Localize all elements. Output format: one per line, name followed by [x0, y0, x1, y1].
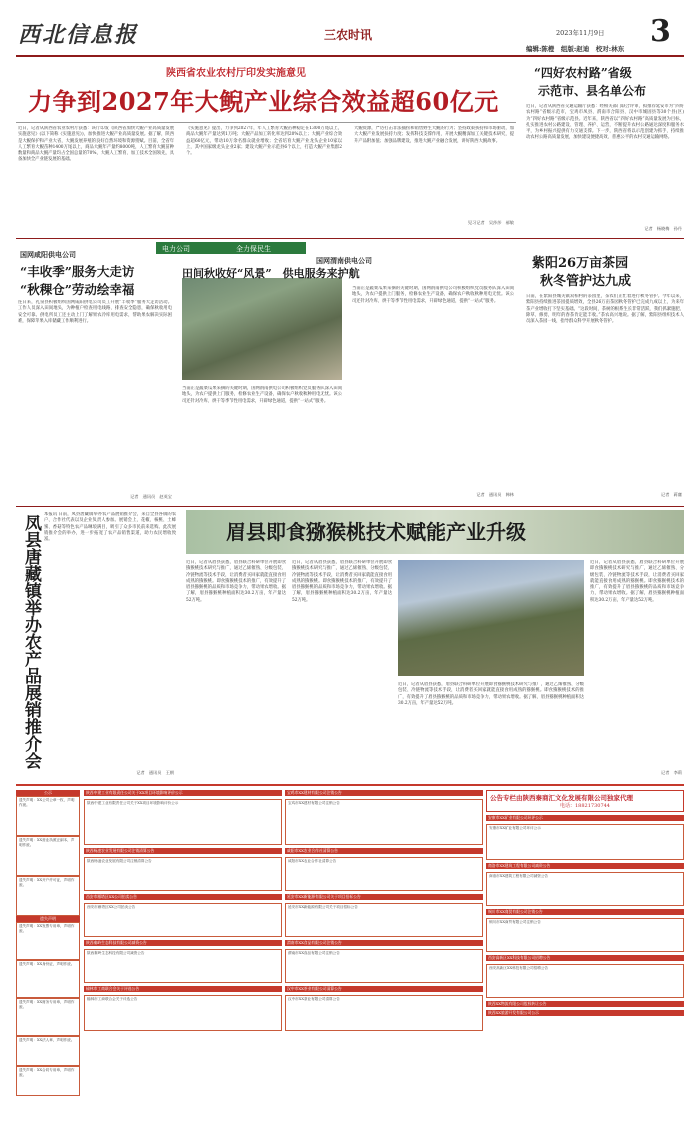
classifieds-agent-banner: [486, 790, 684, 812]
classifieds-main: [84, 790, 684, 1130]
section-title: 三农时讯: [324, 28, 373, 42]
classifieds-sidebar: [16, 790, 80, 1130]
power-feature: [16, 242, 516, 504]
power-right-body-2: 当前正是蔬菜瓜果采摘的关键时期，国网渭南供电公司积极组织党员服务队深入田间地头，为农户提供上门服务，检修农业生产设备，确保农户秋收秋种用电无忧。该公司还针对冷库、烘干等季节性用电需求，开辟绿色通道，提供“一站式”服务。: [352, 286, 514, 304]
notice-title-12: 商洛市XX建筑工程有限公司减资公告: [486, 863, 684, 869]
side-heading-2: 遗失声明: [16, 916, 80, 922]
notice-body-11: [486, 824, 684, 860]
divider-2: [16, 506, 684, 507]
notice-body-12: [486, 872, 684, 906]
notice-text-3: 西安市雁塔区XX公司拍卖公告: [87, 905, 136, 909]
kiwifruit-body-2: 近日，记者从眉县获悉，眉县联合科研单位开展即食猕猴桃技术研究与推广，通过乙烯催熟、分级包装、冷链物流等技术手段，让消费者买回家就能直接食用成熟的猕猴桃。即食猕猴桃技术的推广，有效提升了眉县猕猴桃的品质和市场竞争力，带动果农增收。据了解，眉县猕猴桃种植面积达30.2万亩，年产量达52万吨。: [292, 560, 392, 603]
side-notice-3: 遗失声明：XX开户许可证，声明作废。: [16, 876, 80, 916]
notice-body-8: [285, 903, 483, 937]
notice-text-8: 延安市XX新能源有限公司关于项目招标公告: [288, 905, 358, 909]
kiwifruit-body-5: 近日，记者从眉县获悉，眉县联合科研单位开展即食猕猴桃技术研究与推广，通过乙烯催熟、分级包装、冷链物流等技术手段，让消费者买回家就能直接食用成熟的猕猴桃。即食猕猴桃技术的推广，有效提升了眉县猕猴桃的品质和市场竞争力，带动果农增收。据了解，眉县猕猴桃种植面积达30.2万亩，年产量达52万吨。: [590, 560, 684, 603]
tea-article: [526, 242, 684, 504]
notice-text-1: 陕西中建工业有限责任公司关于XX项目环境影响评价公示: [87, 801, 179, 805]
notice-body-5: [84, 995, 282, 1031]
agent-hotline: 电话：18821730744: [560, 803, 610, 809]
agent-banner-text: 公告专栏由陕西秦商汇文化发展有限公司独家代理: [490, 794, 633, 802]
rural-road-headline-1: “四好农村路”省级: [534, 66, 632, 80]
notice-body-3: [84, 903, 282, 937]
kiwifruit-headline: 眉县即食猕猴桃技术赋能产业升级: [226, 520, 526, 544]
power-left-headline-2: “秋稞仓”劳动绘幸福: [20, 282, 135, 297]
side-notice-6: 遗失声明：XX财务专用章，声明作废。: [16, 998, 80, 1036]
editor-credits: 编辑:陈橙 组版:赵迪 校对:林东: [526, 45, 625, 53]
notice-text-14: 西安高新区XX科技有限公司招聘公告: [489, 966, 549, 970]
newspaper-logo: 西北信息报: [18, 22, 139, 48]
notice-title-6: 宝鸡市XX建材有限公司注销公告: [285, 790, 483, 796]
notice-text-5: 榆林市工商联合会关于评选公告: [87, 997, 138, 1001]
notice-title-14: 西安高新区XX科技有限公司招聘公告: [486, 955, 684, 961]
masthead: [16, 8, 684, 54]
notice-body-10: [285, 995, 483, 1031]
notice-text-7: 咸阳市XX农业合作社清算公告: [288, 859, 337, 863]
fengxian-byline: 记者 通讯员 王朝: [136, 770, 174, 775]
tea-headline-2: 秋冬管护达九成: [540, 274, 632, 289]
notice-text-6: 宝鸡市XX建材有限公司注销公告: [288, 801, 340, 805]
notice-body-2: [84, 857, 282, 891]
notice-text-13: 铜川市XX商贸有限公司注销公告: [489, 920, 541, 924]
power-left-headline-1: “丰收季”服务大走访: [20, 264, 135, 279]
power-banner-left: 电力公司: [162, 245, 190, 253]
power-left-body: 连日来，礼泉县积极组织国网咸阳供电公司员工开展“丰收季”服务大走访活动。工作人员深入田间地头，为种植户检查用电线路、排查安全隐患，确保秋收用电安全可靠。供电所员工还主动上门了解果农冷库用电需求，帮助果农解决实际困难，保障苹果入库储藏工作顺利进行。: [18, 300, 172, 324]
notice-title-8: 延安市XX新能源有限公司关于项目招标公告: [285, 894, 483, 900]
fengxian-article: [16, 510, 176, 780]
rural-road-body: 近日，记者从陕西省交通运输厅获悉：经相关部门联合评审，拟推荐延安市为“四好农村路”省级示范市，宝鸡市凤县、渭南市合阳县、汉中市城固县等30个县(区)为“四好农村路”省级示范县。近年来，陕西省以“四好农村路”高质量发展为目标，扎实推进农村公路建设、管理、养护、运营，不断提升农村公路通达深度和服务水平，为乡村振兴提供有力交通支撑。下一步，陕西省将以示范创建为抓手，持续推动农村公路高质量发展，加快建设便捷高效、普惠公平的农村交通运输网络。: [526, 104, 684, 141]
notice-body-9: [285, 949, 483, 983]
tea-body: 日前，在紫阳县城关镇双柏村的茶园里，茶农们正忙着进行秋冬管护。今年以来，紫阳县持续推进茶园提质增效，全县26万亩茶园秋冬管护已完成九成以上，为来年茶产业增收打下坚实基础。“这段时间，茶树的根系生长非常活跃，我们抓紧施肥、除草、修剪，明年的春茶肯定能丰收。”茶农高兴地说。据了解，紫阳县组织技术人员深入茶园一线，指导群众科学开展秋冬管护。: [526, 294, 684, 325]
tea-headline-1: 紫阳26万亩茶园: [532, 256, 629, 271]
power-photo: [182, 278, 342, 380]
side-notice-7: 遗失声明：XX法人章，声明作废。: [16, 1036, 80, 1066]
fengxian-body: 本报讯 日前，凤县唐藏镇举办农产品展销推介会，来自全县各镇的农户、合作社代表以及企业负责人参加。展销会上，花椒、核桃、土蜂蜜、香菇等特色农产品琳琅满目，吸引了众多市民前来选购。此次展销推介会的举办，进一步拓宽了农产品销售渠道，助力农民增收致富。: [44, 512, 176, 543]
notice-text-11: 安康市XX矿业有限公司环评公示: [489, 826, 541, 830]
masthead-rule: [16, 55, 684, 57]
notice-body-7: [285, 857, 483, 891]
classifieds-top-rule: [16, 784, 684, 786]
notice-title-13: 铜川市XX商贸有限公司注销公告: [486, 909, 684, 915]
notice-body-4: [84, 949, 282, 983]
notice-title-2: 陕西杨凌农业发展有限公司注销清算公告: [84, 848, 282, 854]
notice-body-13: [486, 918, 684, 952]
org-right: 国网渭南供电公司: [316, 256, 372, 265]
side-notice-8: 遗失声明：XX合同专用章，声明作废。: [16, 1066, 80, 1096]
notice-title-3: 西安市雁塔区XX公司拍卖公告: [84, 894, 282, 900]
notice-title-7: 咸阳市XX农业合作社清算公告: [285, 848, 483, 854]
kiwifruit-body-1: 近日，记者从眉县获悉，眉县联合科研单位开展即食猕猴桃技术研究与推广，通过乙烯催熟、分级包装、冷链物流等技术手段，让消费者买回家就能直接食用成熟的猕猴桃。即食猕猴桃技术的推广，有效提升了眉县猕猴桃的品质和市场竞争力，带动果农增收。据了解，眉县猕猴桃种植面积达30.2万亩，年产量达52万吨。: [186, 560, 286, 603]
kiwifruit-body-4: 近日，记者从眉县获悉，眉县联合科研单位开展即食猕猴桃技术研究与推广，通过乙烯催熟、分级包装、冷链物流等技术手段，让消费者买回家就能直接食用成熟的猕猴桃。即食猕猴桃技术的推广，有效提升了眉县猕猴桃的品质和市场竞争力，带动果农增收。据了解，眉县猕猴桃种植面积达30.2万亩，年产量达52万吨。: [398, 682, 584, 706]
notice-text-9: 渭南市XX食品有限公司注销公告: [288, 951, 340, 955]
lead-column-1: 近日，记者从陕西省农业农村厅获悉：该厅印发《陕西省加快大鲵产业高质量发展实施意见》(以下简称《实施意见》)，加快推进大鲵产业高质量发展。据了解，陕西是大鲵保护和产业大省，大鲵发展养殖的良好自然环境和资源禀赋。目前，全省年人工繁育大鲵苗种1400万尾以上，商品大鲵年产量约8000吨，人工繁育大鲵苗种数量和商品大鲵产量均占全国总量的70%，大鲵人工繁育、加工技术全国领先，具备加快全产业链发展的基础。: [18, 126, 174, 163]
notice-title-5: 榆林市工商联合会关于评选公告: [84, 986, 282, 992]
power-right-headline: 田间秋收好“风景” 供电服务来护航: [182, 267, 360, 280]
notice-title-4: 陕西秦岭生态科技有限公司减资公告: [84, 940, 282, 946]
notice-body-14: [486, 964, 684, 998]
notice-title-10: 汉中市XX茶业有限公司清算公告: [285, 986, 483, 992]
divider-1: [16, 238, 684, 239]
side-notice-1: 遗失声明：XX公司公章一枚，声明作废。: [16, 796, 80, 836]
lead-column-2: 《实施意见》提出，力争到2027年，年人工繁育大鲵苗种稳定在1300万尾以上，商品大鲵年产量达到1万吨；大鲵产品加工转化率达到20%以上；大鲵产业综合效益超60亿元，带动10万余名群众就业增收；全省培育大鲵产业龙头企业10家以上，其中国家级龙头企业2家；建设大鲵产业示范县6个以上，打造大鲵产业集群2个。: [186, 126, 342, 157]
rural-road-article: [526, 60, 684, 236]
side-heading: 公示: [16, 790, 80, 796]
notice-title-11: 安康市XX矿业有限公司环评公示: [486, 815, 684, 821]
notice-text-4: 陕西秦岭生态科技有限公司减资公告: [87, 951, 145, 955]
kiwifruit-photo: [398, 560, 584, 676]
lead-article: [16, 60, 516, 236]
notice-text-12: 商洛市XX建筑工程有限公司减资公告: [489, 874, 549, 878]
side-notice-4: 遗失声明：XX发票专用章，声明作废。: [16, 922, 80, 960]
notice-title-16: 陕西XX旅游开发有限公司公示: [486, 1010, 684, 1016]
notice-title-9: 渭南市XX食品有限公司注销公告: [285, 940, 483, 946]
lead-byline: 见习记者 吴莎莎 郝敏: [467, 220, 514, 225]
lead-kicker: 陕西省农业农村厅印发实施意见: [166, 68, 306, 79]
power-right-byline: 记者 通讯员 韩林: [476, 492, 514, 497]
notice-body-6: [285, 799, 483, 845]
power-right-body-1: 当前正是蔬菜瓜果采摘的关键时期，国网渭南供电公司积极组织党员服务队深入田间地头，为农户提供上门服务，检修农业生产设备，确保农户秋收秋种用电无忧。该公司还针对冷库、烘干等季节性用电需求，开辟绿色通道，提供“一站式”服务。: [182, 386, 342, 404]
notice-text-2: 陕西杨凌农业发展有限公司注销清算公告: [87, 859, 152, 863]
kiwifruit-article: [186, 510, 684, 780]
power-banner-right: 全力保民生: [236, 245, 271, 253]
side-notice-5: 遗失声明：XX身份证，声明作废。: [16, 960, 80, 998]
notice-title-15: 陕西XX物流有限公司股权转让公告: [486, 1001, 684, 1007]
tea-byline: 记者 蒋庸: [661, 492, 682, 497]
org-left: 国网咸阳供电公司: [20, 250, 76, 259]
lead-rule: [16, 122, 516, 123]
notice-title-1: 陕西中建工业有限责任公司关于XX项目环境影响评价公示: [84, 790, 282, 796]
kiwifruit-byline: 记者 李莉: [661, 770, 682, 775]
power-left-byline: 记者 通讯员 赵英宝: [130, 494, 172, 499]
power-banner: [156, 242, 306, 254]
fengxian-vertical-headline: 凤县唐藏镇举办农产品展销推介会: [21, 514, 41, 769]
rural-road-headline-2: 示范市、县名单公布: [538, 84, 647, 98]
side-notice-2: 遗失声明：XX营业执照正副本，声明作废。: [16, 836, 80, 876]
notice-body-1: [84, 799, 282, 845]
issue-date: 2023年11月9日: [556, 29, 605, 37]
page-number: 3: [650, 14, 671, 49]
rural-road-byline: 记者 杨晓梅 孙丹: [644, 226, 682, 231]
notice-text-10: 汉中市XX茶业有限公司清算公告: [288, 997, 340, 1001]
lead-column-3: 大鲵资源，严厉打击非法捕捞和销售野生大鲵的行为；坚持政策扶持和市场驱动，加大大鲵产业发展扶持力度；发挥科技支撑作用，开展大鲵精深加工关键技术研究，提升产品附加值；加强品牌建设，推进大鲵产业融合发展，讲好陕西大鲵故事。: [354, 126, 514, 144]
lead-headline: 力争到2027年大鲵产业综合效益超60亿元: [28, 87, 499, 116]
